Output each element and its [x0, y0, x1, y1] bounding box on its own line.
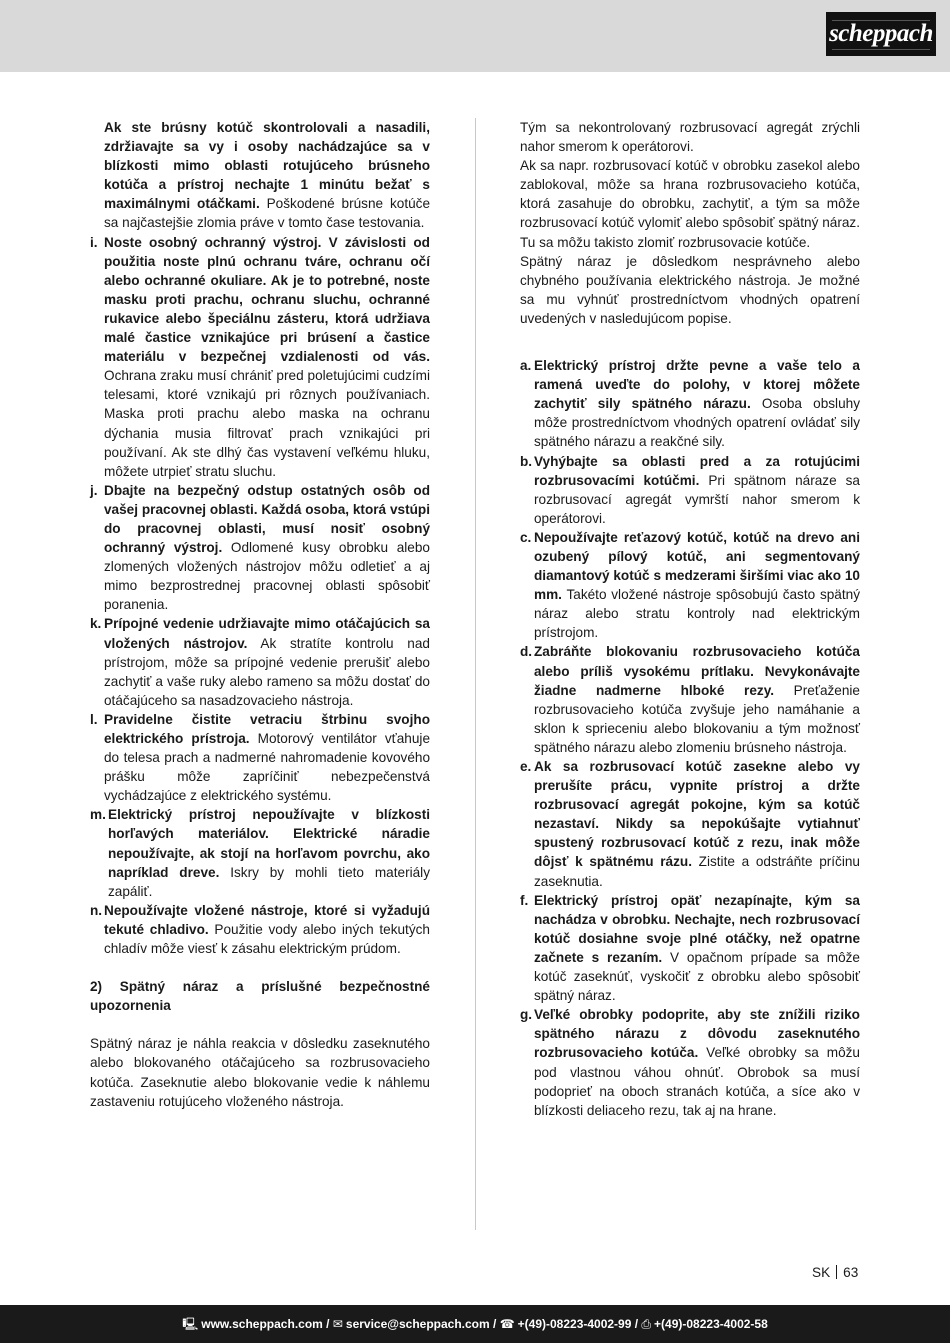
page-number-value: 63: [843, 1265, 859, 1280]
email-icon: ✉︎: [332, 1317, 343, 1331]
right-column: [520, 118, 860, 1120]
list-marker: g.: [520, 1007, 533, 1023]
list-marker: c.: [520, 529, 532, 545]
intro-paragraph: [90, 118, 430, 233]
list-marker: m.: [90, 807, 106, 823]
scheppach-logo: scheppach: [826, 12, 936, 56]
list-item-bold: Nepoužívajte reťazový kotúč, kotúč na drevo ani ozubený pílový kotúč, ani segmentovaný diamantový kotúč s medzerami širšími viac ako 10 mm.: [534, 529, 860, 603]
list-item-text: Veľké obrobky sa môžu pod vlastnou váhou ohnúť. Obrobok sa musí podoprieť na oboch stranách kotúča, a síce ako v blízkosti deliaceho rezu, tak aj na hrane.: [534, 1045, 860, 1118]
list-marker: n.: [90, 902, 103, 918]
list-marker: i.: [90, 234, 98, 250]
list-marker: d.: [520, 644, 533, 660]
list-item-bold: Nepoužívajte vložené nástroje, ktoré si vyžadujú tekuté chladivo.: [104, 902, 430, 937]
paragraph: Spätný náraz je dôsledkom nesprávneho alebo chybného používania elektrického nástroja. Je možné sa mu vyhnúť prostredníctvom vhodných opatrení uvedených v nasledujúcom popise.: [520, 253, 860, 326]
list-item-text: Iskry by mohli tieto materiály zapáliť.: [108, 864, 430, 899]
list-item-g: [520, 1005, 860, 1120]
list-item-bold: Zabráňte blokovaniu rozbrusovacieho kotúča alebo príliš vysokému prítlaku. Nevykonávajte žiadne nadmerne hlboké rezy.: [534, 644, 860, 698]
footer-fax: +(49)-08223-4002-58: [654, 1317, 768, 1331]
section-heading: 2) Spätný náraz a príslušné bezpečnostné upozornenia: [90, 979, 430, 1014]
list-item-d: [520, 642, 860, 757]
list-item-text: Preťaženie rozbrusovacieho kotúča zvyšuje jeho namáhanie a sklon k sprieceniu alebo blokovaniu a tým možnosť spätného nárazu alebo zlomeniu brúsneho nástroja.: [534, 682, 860, 755]
list-item-a: [520, 356, 860, 451]
list-item-text: V opačnom prípade sa môže kotúč zaseknúť, vyskočiť z obrobku alebo spôsobiť spätný náraz.: [534, 949, 860, 1004]
list-marker: k.: [90, 616, 102, 632]
list-item-n: [90, 901, 430, 958]
list-item-j: [90, 481, 430, 615]
list-item-bold: Dbajte na bezpečný odstup ostatných osôb od vašej pracovnej oblasti. Každá osoba, ktorá vstúpi do pracovnej oblasti, musí nosiť osobný ochranný výstroj.: [104, 482, 430, 556]
list-item-f: [520, 891, 860, 1006]
list-item-l: [90, 710, 430, 805]
list-item-text: Ak stratíte kontrolu nad prístrojom, môže sa prípojné vedenie prerušiť alebo zachytiť a vaše ruky alebo rameno sa môžu dostať do otáčajúceho sa nasadzovacieho nástroja.: [104, 635, 430, 708]
list-item-text: Osoba obsluhy môže prostredníctvom vhodných opatrení ovládať sily spätného nárazu a reakčné sily.: [534, 396, 860, 450]
list-item-e: [520, 757, 860, 891]
list-item-b: [520, 452, 860, 528]
list-item-bold: Elektrický prístroj nepoužívajte v blízkosti horľavých materiálov. Elektrické náradie nepoužívajte, ak stojí na horľavom povrchu, ako napríklad dreve.: [108, 807, 430, 880]
list-item-text: Odlomené kusy obrobku alebo zlomených vložených nástrojov môžu odletieť a aj mimo bezprostrednej pracovnej oblasti spôsobiť poranenia.: [104, 540, 430, 613]
list-marker: e.: [520, 759, 532, 774]
list-item-bold: Elektrický prístroj opäť nezapínajte, kým sa nachádza v obrobku. Nechajte, nech rozbrusovací kotúč dosiahne svoje plné otáčky, než opatrne začnete s rezaním.: [534, 892, 860, 965]
list-marker: f.: [520, 892, 529, 908]
list-item-text: Zistite a odstráňte príčinu zaseknutia.: [534, 854, 860, 889]
page-language: SK: [812, 1265, 831, 1280]
list-item-bold: Ak sa rozbrusovací kotúč zasekne alebo vy prerušíte prácu, vypnite prístroj a držte rozbrusovací agregát pokojne, kým sa kotúč nezastaví. Nikdy sa nepokúšajte vytiahnuť spustený rozbrusovací kotúč z rezu, inak môže dôjsť k spätnému rázu.: [534, 759, 860, 870]
paragraph: Ak sa napr. rozbrusovací kotúč v obrobku zasekol alebo zablokoval, môže sa hrana rozbrusovacieho kotúča, ktorá zasahuje do obrobku, zachytiť, a tým sa môže rozbrusovací kotúč vylomiť alebo spôsobiť spätný náraz. Tu sa môžu takisto zlomiť rozbrusovacie kotúče.: [520, 158, 860, 250]
page-header: [0, 0, 950, 72]
footer-email[interactable]: service@scheppach.com /: [345, 1317, 497, 1331]
list-marker: l.: [90, 711, 98, 727]
list-item-bold: Veľké obrobky podoprite, aby ste znížili riziko spätného nárazu z dôvodu zaseknutého rozbrusovacieho kotúča.: [534, 1007, 860, 1061]
list-marker: a.: [520, 358, 532, 374]
list-item-bold: Elektrický prístroj držte pevne a vaše telo a ramená uveďte do polohy, v ktorej môžete zachytiť sily spätného nárazu.: [534, 358, 860, 412]
intro-bold: Ak ste brúsny kotúč skontrolovali a nasadili, zdržiavajte sa vy i osoby nachádzajúce sa v blízkosti mimo oblasti rotujúceho brúsneho kotúča a prístroj nechajte 1 minútu bežať s maximálnymi otáčkami.: [104, 120, 430, 212]
list-item-i: [90, 233, 430, 481]
list-item-text: Motorový ventilátor vťahuje do telesa prach a nadmerné nahromadenie kovového prášku môže zapríčiniť nebezpečenstvá vychádzajúce z elektrického systému.: [104, 731, 431, 804]
list-item-m: [90, 805, 430, 900]
list-marker: j.: [90, 482, 98, 498]
list-item-bold: Noste osobný ochranný výstroj. V závislosti od použitia noste plnú ochranu tváre, ochranu očí alebo ochranné okuliare. Ak je to potrebné, noste masku proti prachu, ochranu sluchu, ochranné rukavice alebo špeciálnu zásteru, ktorá udržiava malé častice vznikajúce pri brúsení a častice materiálu v bezpečnej vzdialenosti od vás.: [104, 234, 430, 365]
list-item-bold: Prípojné vedenie udržiavajte mimo otáčajúcich sa vložených nástrojov.: [104, 616, 430, 651]
column-divider: [475, 118, 476, 1230]
list-item-bold: Vyhýbajte sa oblasti pred a za rotujúcimi rozbrusovacími kotúčmi.: [534, 453, 860, 488]
intro-text: Poškodené brúsne kotúče sa najčastejšie zlomia práve v tomto čase testovania.: [104, 196, 431, 231]
list-marker: b.: [520, 453, 533, 469]
computer-icon: 🖳︎: [182, 1317, 199, 1331]
footer-phone: +(49)-08223-4002-99 /: [517, 1317, 639, 1331]
section-paragraph: Spätný náraz je náhla reakcia v dôsledku zaseknutého alebo blokovaného otáčajúceho sa rozbrusovacieho kotúča. Zaseknutie alebo blokovanie vedie k náhlemu zastaveniu rotujúceho vloženého nástroja.: [90, 1036, 430, 1109]
page-footer: [0, 1305, 950, 1343]
page-number-separator: [836, 1265, 837, 1279]
list-item-text: Použitie vody alebo iných tekutých chladív môže viesť k zásahu elektrickým prúdom.: [104, 921, 430, 957]
list-item-text: Ochrana zraku musí chrániť pred poletujúcimi cudzími telesami, ktoré vznikajú pri rôznych používaniach. Maska proti prachu alebo maska na ochranu dýchania musia filtrovať prach vznikajúci pri používaní. Ak ste dlhý čas vystavení veľkému hluku, môžete utrpieť stratu sluchu.: [104, 368, 430, 479]
phone-icon: ☎︎: [499, 1317, 515, 1331]
list-item-text: Takéto vložené nástroje spôsobujú často spätný náraz alebo stratu kontroly nad elektrickým prístrojom.: [534, 587, 860, 641]
left-column: [90, 118, 430, 1111]
paragraph: Tým sa nekontrolovaný rozbrusovací agregát zrýchli nahor smerom k operátorovi.: [520, 120, 860, 155]
list-item-k: [90, 614, 430, 709]
list-item-text: Pri spätnom náraze sa rozbrusovací agregát vymrští nahor smerom k operátorovi.: [534, 472, 860, 526]
list-item-c: [520, 528, 860, 643]
page-number: [812, 1265, 858, 1280]
fax-icon: ⎙: [641, 1317, 652, 1331]
footer-web[interactable]: www.scheppach.com /: [201, 1317, 330, 1331]
list-item-bold: Pravidelne čistite vetraciu štrbinu svojho elektrického prístroja.: [104, 711, 430, 746]
